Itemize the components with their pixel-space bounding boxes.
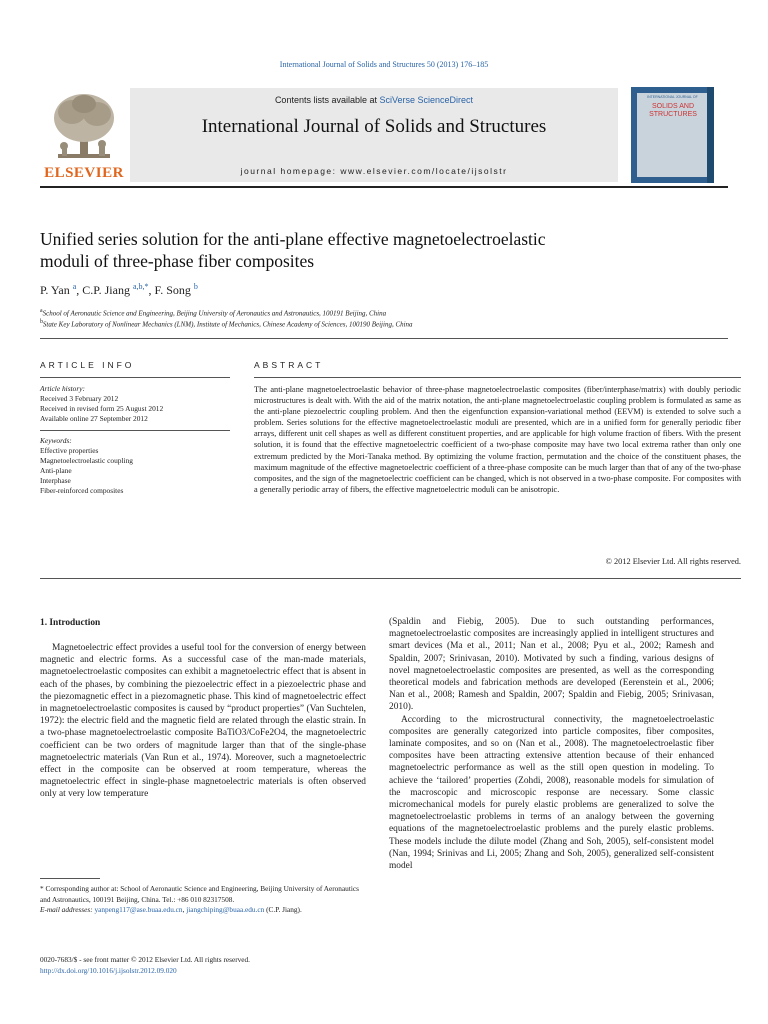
cover-title: SOLIDS AND STRUCTURES — [649, 103, 697, 118]
affiliation-mark: a — [40, 308, 43, 314]
keyword: Magnetoelectroelastic coupling — [40, 456, 133, 465]
journal-banner — [130, 88, 618, 182]
corresponding-author-note: * Corresponding author at: School of Aeronautic Science and Engineering, Beijing University of Aeronautics and Astronautics, 100191 Beijing, China. Tel.: +86 010 82317508. — [40, 884, 359, 904]
keyword: Interphase — [40, 476, 71, 485]
doi-link[interactable]: http://dx.doi.org/10.1016/j.ijsolstr.2012.09.020 — [40, 966, 177, 975]
cover-journal-label: INTERNATIONAL JOURNAL OF — [647, 95, 698, 99]
affiliation-mark: b — [40, 319, 43, 325]
affiliation-b — [40, 317, 730, 330]
intro-right-column — [389, 616, 714, 872]
corresponding-footnote — [40, 884, 366, 916]
history-online: Available online 27 September 2012 — [40, 414, 148, 423]
footnote-rule — [40, 878, 100, 879]
elsevier-wordmark: ELSEVIER — [44, 165, 124, 181]
affiliation-rule — [40, 338, 728, 339]
article-title-line-2: moduli of three-phase fiber composites — [40, 251, 315, 271]
keyword: Effective properties — [40, 446, 99, 455]
article-info — [40, 384, 230, 496]
front-matter — [40, 954, 366, 976]
abstract-bottom-rule — [40, 578, 741, 579]
contents-prefix: Contents lists available at — [274, 95, 380, 105]
history-revised: Received in revised form 25 August 2012 — [40, 404, 164, 413]
intro-paragraph: (Spaldin and Fiebig, 2005). Due to such outstanding performances, magnetoelectroelastic composites are increasingly applied in intelligent structures and smart devices (Ma et al., 2011; Nan et al., 2008; Pyu et al., 2002; Ramesh and Spaldin, 2007; Srinivasan, 2010). Motivated by such a finding, various designs of novel magnetoelectroelastic composites are presented, as well as the corresponding theoretical models and fabrication methods are developed (Eerenstein et al., 2006; Nan et al., 2008; Ramesh and Spaldin, 2007; Spaldin and Fiebig, 2005; Srinivasan, 2010). — [389, 617, 714, 713]
section-heading-introduction: 1. Introduction — [40, 618, 101, 628]
email-line: E-mail addresses: yanpeng117@ase.buaa.edu.cn, jiangchiping@buaa.edu.cn (C.P. Jiang). — [40, 905, 302, 914]
abstract-copyright: © 2012 Elsevier Ltd. All rights reserved. — [605, 557, 741, 566]
author-affil-mark[interactable]: a,b,* — [132, 282, 149, 291]
author-affil-mark[interactable]: b — [193, 282, 198, 291]
article-title — [40, 228, 720, 272]
history-label: Article history: — [40, 384, 85, 393]
journal-citation[interactable]: International Journal of Solids and Structures 50 (2013) 176–185 — [279, 60, 489, 69]
sciencedirect-link[interactable]: SciVerse ScienceDirect — [379, 95, 474, 105]
intro-left-column: Magnetoelectric effect provides a useful tool for the conversion of energy between magnetic and electric forms. As a successful case of the man-made materials, magnetoelectroelastic composites can exhibit a magnetoelectric effect that is absent in each of the phases, by combining the piezoelectric effect in a piezoelectric phase and the piezomagnetic effect in a piezomagnetic phase. This kind of magnetoelectric effect in magnetoelectroelastic composites is caused by “product properties” (Van Suchtelen, 1972): the electric field and the magnetic field are related through the elastic strain. In a two-phase magnetoelectroelastic composite BaTiO3/CoFe2O4, the magnetoelectric coefficient can be two orders of magnitude larger than that of the single-phase magnetoelectric materials (Van Run et al., 1974). Moreover, such a magnetoelectric effect in the composite can be observed at room temperature, whereas the magnetoelectric effect in single-phase magnetoelectric materials is often observed only at very low temperature — [40, 643, 366, 800]
abstract-rule — [254, 377, 741, 378]
email-suffix: (C.P. Jiang). — [264, 905, 302, 914]
issn-line: 0020-7683/$ - see front matter © 2012 Elsevier Ltd. All rights reserved. — [40, 955, 251, 964]
keywords-label: Keywords: — [40, 436, 72, 445]
journal-cover-image — [631, 87, 714, 183]
email-link[interactable]: jiangchiping@buaa.edu.cn — [186, 905, 265, 914]
journal-title: International Journal of Solids and Structures — [201, 116, 547, 137]
article-title-line-1: Unified series solution for the anti-plane effective magnetoelectroelastic — [40, 229, 546, 249]
author-name: P. Yan — [40, 283, 70, 297]
keyword: Anti-plane — [40, 466, 72, 475]
author-name: F. Song — [154, 283, 191, 297]
affiliation-text: School of Aeronautic Science and Engineering, Beijing University of Aeronautics and Astronautics, 100191 Beijing, China — [42, 309, 387, 318]
affiliation-text: State Key Laboratory of Nonlinear Mechanics (LNM), Institute of Mechanics, Chinese Academy of Sciences, 100190 Beijing, China — [42, 320, 413, 329]
keyword: Fiber-reinforced composites — [40, 486, 124, 495]
author-list: P. Yan $^a$, C.P. Jiang $^{a,b,*}$, F. Song $^b$ — [40, 282, 198, 297]
history-received: Received 3 February 2012 — [40, 394, 119, 403]
abstract-heading: ABSTRACT — [254, 360, 324, 370]
article-info-heading: ARTICLE INFO — [40, 360, 135, 370]
keywords-rule — [40, 430, 230, 431]
abstract-text: The anti-plane magnetoelectroelastic behavior of three-phase magnetoelectroelastic composites (fiber/interphase/matrix) with doubly periodic microstructures is dealt with. With the aid of the matrix notation, the anti-plane magnetoelectroelastic coupling problem is formulated as same as the anti-plane piezoelectric coupling problem. And then the eigenfunction expansion-variational method (EEVM) is extended to solve such a problem. Series solutions for the effective magnetoelectroelastic moduli are presented, which are in a unified form for generally periodic fiber arrays, different unit cell shapes as well as different constituent properties, and are applicable for high volume fraction of fibers. With the present solution, it is found that the effective magnetoelectric coefficient of a two-phase composite may have two local extrema rather than only one extremum predicted by the Mori-Tanaka method. By optimizing the volume fraction, permutation and the choice of the constituent phases, the maximum magnitude of the effective magnetoelectric coefficient of a three-phase composite can be much larger than that of any of the two-phase composites, and the sign of the magnetoelectric coefficient can be changed, which is not observed in a two-phase composite. For composites with a generally periodic array of fibers, the effective magnetoelectric moduli can be anisotropic. — [254, 385, 741, 494]
email-link[interactable]: yanpeng117@ase.buaa.edu.cn — [94, 905, 183, 914]
header-rule — [40, 186, 728, 188]
email-label: E-mail addresses: — [40, 905, 95, 914]
author-name: C.P. Jiang — [82, 283, 130, 297]
author-affil-mark[interactable]: a — [72, 282, 77, 291]
journal-homepage[interactable]: journal homepage: www.elsevier.com/locate/ijsolstr — [240, 166, 508, 176]
contents-line — [130, 95, 618, 105]
intro-paragraph: According to the microstructural connectivity, the magnetoelectroelastic composites are generally categorized into particle composites, fiber composites, laminate composites, and so on (Nan et al., 2008). The magnetoelectroelastic fiber composites have been attracting extensive attention because of their enhanced magnetoelectric performance as well as the still open question in modeling. To achieve the ‘tailored’ properties (Zohdi, 2008), reasonable models for simulation of the macroscopic and microscopic response are necessary. Some classic micromechanical models for purely elastic problems are generalized to solve the magnetoelectroelastic problems in terms of an analogy between the governing equations of the magnetoelectroelastic problems and the purely elastic problems. These models include the dilute model (Zhang and Soh, 2005), self-consistent model (Nan, 1994; Srinivas and Li, 2005; Zhang and Soh, 2005), generalized self-consistent model — [389, 714, 714, 872]
article-info-rule — [40, 377, 230, 378]
